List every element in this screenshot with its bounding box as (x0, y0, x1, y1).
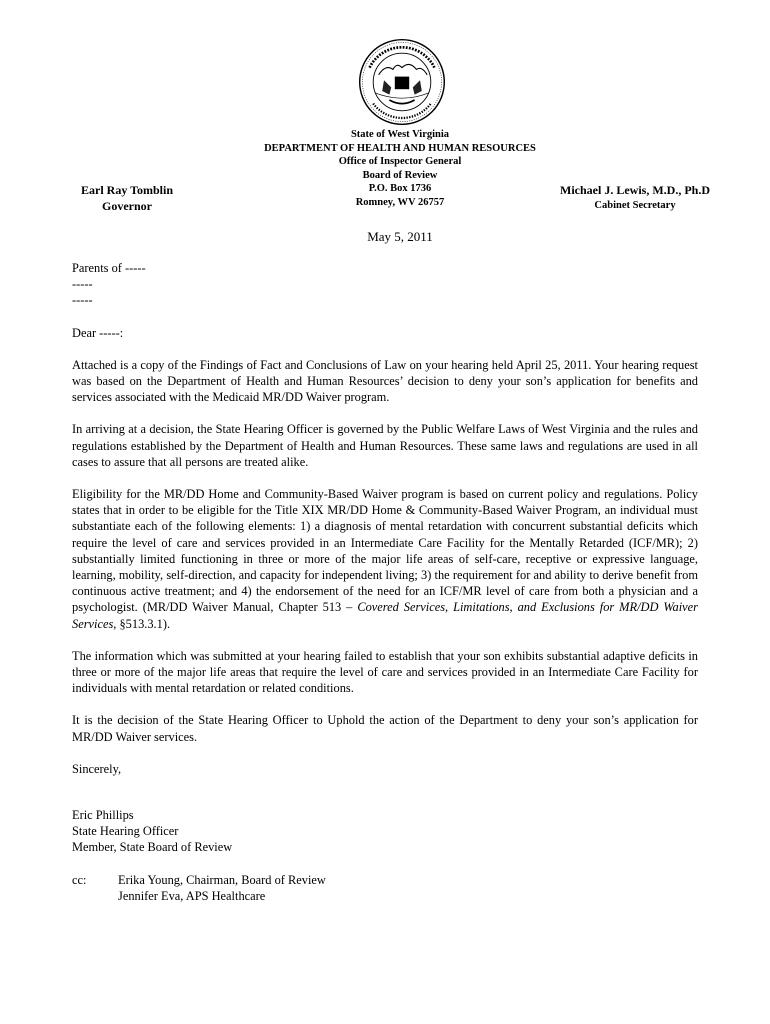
letter-body (72, 260, 698, 904)
header-line: State of West Virginia (350, 129, 450, 140)
paragraph-eligibility (72, 486, 698, 632)
signer-membership: Member, State Board of Review (72, 840, 233, 855)
governor-block (62, 182, 192, 214)
paragraph-findings: Attached is a copy of the Findings of Fact and Conclusions of Law on your hearing held April 25, 2011. Your hearing request was based on the Department of Health and Human Resources’ decision to deny your son’s application for benefits and services associated with the Medicaid MR/DD Waiver program. (72, 357, 698, 405)
header-line: Board of Review (362, 169, 438, 181)
secretary-block (550, 182, 720, 214)
secretary-title: Cabinet Secretary (594, 200, 676, 211)
salutation: Dear -----: (72, 325, 124, 340)
agency-header (200, 128, 600, 210)
eligibility-text: Eligibility for the MR/DD Home and Community-Based Waiver program is based on current policy and regulations. Policy states that in order to be eligible for the Title XIX MR/DD Home & Community-Based Waiver Program, an individual must substantiate each of the following elements: 1) a diagnosis of mental retardation with concurrent substantial deficits which require the level of care and services provided in an Intermediate Care Facility for the Mentally Retarded (ICF/MR); 2) substantially limited functioning in three or more of the major life areas of self-care, receptive or expressive language, learning, mobility, self-direction, and capacity for independent living; 3) the requirement for and ability to derive benefit from continuous active treatment; and 4) the endorsement of the need for an ICF/MR level of care from both a physician and a psychologist. (MR/DD Waiver Manual, Chapter 513 – (72, 487, 698, 615)
recipient-address (72, 260, 698, 309)
recipient-line: ----- (72, 293, 93, 308)
cc-recipient: Erika Young, Chairman, Board of Review (118, 872, 326, 887)
governor-title: Governor (102, 199, 152, 213)
secretary-name: Michael J. Lewis, M.D., Ph.D (560, 183, 710, 197)
header-line: Romney, WV 26757 (355, 196, 445, 208)
header-line: Office of Inspector General (338, 156, 462, 168)
letter-date: May 5, 2011 (367, 229, 433, 244)
manual-citation: , §513.3.1). (113, 616, 171, 631)
signature-block (72, 807, 698, 856)
header-line: DEPARTMENT OF HEALTH AND HUMAN RESOURCES (264, 142, 536, 154)
recipient-line: ----- (72, 277, 93, 292)
cc-block (72, 872, 698, 904)
signer-title: State Hearing Officer (72, 824, 179, 839)
cc-recipient: Jennifer Eva, APS Healthcare (118, 888, 266, 903)
recipient-line: Parents of ----- (72, 261, 146, 275)
paragraph-decision: It is the decision of the State Hearing Officer to Uphold the action of the Department to deny your son’s application for MR/DD Waiver services. (72, 713, 698, 744)
paragraph-governing-laws: In arriving at a decision, the State Hearing Officer is governed by the Public Welfare Laws of West Virginia and the rules and regulations established by the Department of Health and Human Resources. These same laws and regulations are used in all cases to assure that all persons are treated alike. (72, 422, 698, 469)
cc-label: cc: (72, 872, 87, 887)
cc-recipients (118, 872, 698, 904)
governor-name: Earl Ray Tomblin (80, 183, 174, 197)
manual-section-title: Covered Services, Limitations, and Exclusions for MR/DD Waiver Services (72, 600, 698, 631)
signer-name: Eric Phillips (72, 808, 134, 823)
paragraph-insufficient-evidence: The information which was submitted at your hearing failed to establish that your son exhibits substantial adaptive deficits in three or more of the major life areas that require the level of care and services provided in an Intermediate Care Facility for individuals with mental retardation or related conditions. (72, 648, 698, 696)
state-seal-icon (357, 37, 447, 127)
header-line: P.O. Box 1736 (368, 183, 432, 195)
closing: Sincerely, (72, 761, 122, 776)
